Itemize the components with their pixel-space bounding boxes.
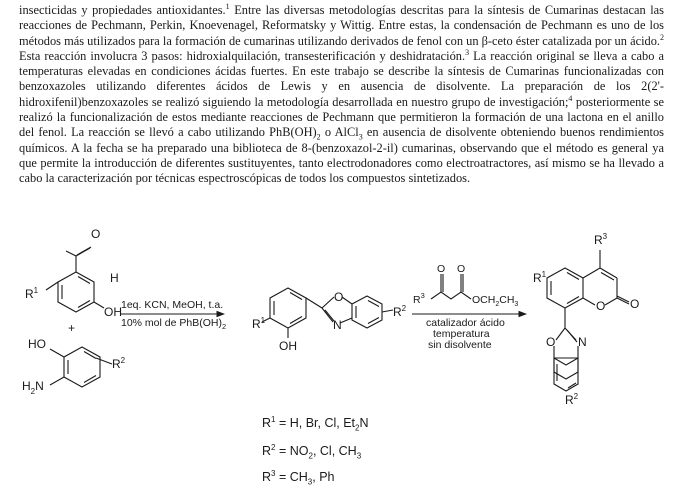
conditions-step2-line1: catalizador ácido [426, 317, 505, 329]
citation: 1 [225, 1, 230, 11]
citation: 3 [465, 47, 470, 57]
conditions-step2-line2: temperatura [433, 328, 490, 340]
atom-label-oxygen: O [91, 227, 101, 241]
atom-label-oxygen: O [546, 335, 556, 349]
atom-label-hydrogen: H [110, 271, 119, 285]
text-run: o AlCl [320, 125, 359, 140]
atom-label-oxygen: O [437, 263, 446, 275]
citation: 4 [568, 93, 573, 103]
atom-label-oxygen: O [596, 299, 606, 313]
r1-label-start: $R^1$ [25, 286, 39, 301]
reaction-scheme [0, 224, 682, 406]
conditions-step1-line2: 10% mol de $PhB(OH)_2$ [121, 317, 227, 331]
r1-label-intermediate: $R^1$ [252, 316, 266, 331]
text-run: insecticidas y propiedades antioxidantes. [19, 3, 226, 17]
text-run: en ausencia de disolvente obteniendo buenos rendimientos químicos. A la fecha se ha preparado una biblioteca de 8-(benzoxazol-2-il) cumarinas, observando que el método es general ya que permite la introducción de diferentes sustituyentes, tanto electrodonadores como electroatractores, así mismo se ha llevado a cabo la caracterización por técnicas espectroscópicas de todos los compuestos sintetizados. [19, 125, 664, 186]
subscript: 2 [316, 132, 321, 142]
r3-label-product: $R^3$ [594, 232, 608, 247]
atom-label-oxygen: O [334, 290, 344, 304]
salicylaldehyde-structure [46, 247, 104, 312]
text-run: La reacción original se lleva a cabo a temperaturas elevadas en condiciones ácidas fuertes. En este trabajo se describe la síntesis de Cumarinas funcionalizadas con benzoxazoles utilizando diferentes ácidos de Lewis y en ausencia de disolvente. La preparación de los 2(2'-hidroxifenil)benzoxazoles se realizó siguiendo la metodología desarrollada en nuestro grupo de investigación; [19, 48, 665, 109]
amine-label: $H_2N$ [22, 379, 44, 396]
r2-label-start: $R^2$ [112, 356, 126, 371]
ketoester-structure [431, 274, 471, 299]
atom-label-oxygen: O [457, 263, 466, 275]
r2-label-product: $R^2$ [565, 392, 579, 406]
r2-label-intermediate: $R^2$ [393, 304, 407, 319]
text-run: Entre las diversas metodologías descritas para la síntesis de Cumarinas destacan las reacciones de Pechmann, Perkin, Knoevenagel, Reformatsky y Wittig. Entre estas, la condensación de Pechmann es uno de los métodos más utilizados para la formación de cumarinas utilizando derivados de fenol con un β-ceto éster catalizada por un ácido. [19, 3, 664, 48]
substituent-r2-line: $R^2 = NO_2$, Cl, $CH_3$ [262, 442, 362, 461]
atom-label-nitrogen: N [333, 318, 342, 332]
atom-label-nitrogen: N [578, 335, 587, 349]
plus-sign: + [68, 321, 76, 335]
subscript: 3 [358, 132, 363, 142]
r3-label-ester: $R^3$ [413, 291, 425, 306]
hydroxyl-label: OH [279, 339, 297, 353]
r1-label-product: $R^1$ [533, 270, 547, 285]
hydroxyl-label: OH [104, 305, 122, 319]
substituent-r3-line: $R^3 = CH_3$, Ph [262, 468, 335, 487]
conditions-step1-line1: 1eq. KCN, MeOH, t.a. [121, 299, 224, 311]
atom-label-oxygen: O [630, 297, 640, 311]
text-run: Esta reacción involucra 3 pasos: hidroxialquilación, transesterificación y deshidratación. [19, 48, 466, 63]
text-run: posteriormente se realizó la funcionalización de estos mediante reacciones de Pechmann que permitieron la formación de una lactona en el anillo del fenol. La reacción se llevó a cabo utilizando PhB(OH) [19, 94, 664, 140]
ethoxy-label: $OCH_2CH_3$ [472, 294, 519, 308]
coumarin-benzoxazole-structure [547, 250, 629, 391]
citation: 2 [660, 32, 664, 42]
body-paragraph [19, 3, 664, 187]
hydroxyl-label: HO [28, 337, 46, 351]
substituent-r1-line: $R^1 = H$, Br, Cl, $Et_2N$ [262, 414, 369, 433]
aminophenol-structure [50, 347, 112, 387]
conditions-step2-line3: sin disolvente [428, 339, 492, 351]
hydroxyphenyl-benzoxazole-structure [262, 288, 393, 338]
